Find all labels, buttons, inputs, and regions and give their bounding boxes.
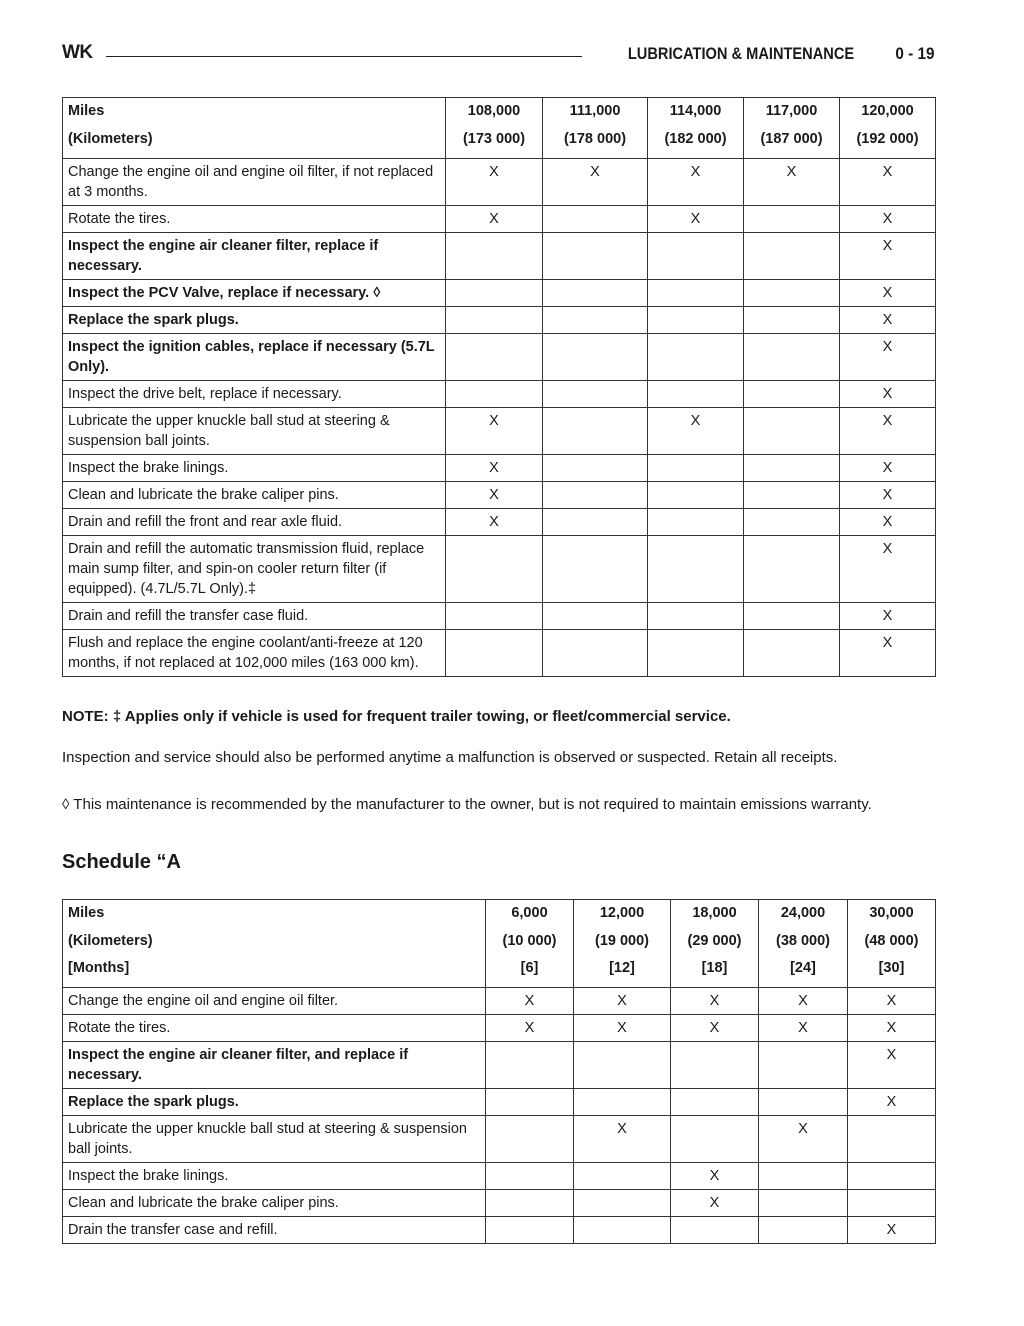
interval-mark-cell: X — [486, 1015, 574, 1042]
task-cell: Inspect the engine air cleaner filter, replace if necessary. — [63, 233, 446, 280]
interval-mark-cell: X — [574, 1116, 671, 1163]
miles-value: 24,000 — [780, 905, 826, 921]
table-row — [63, 381, 936, 408]
interval-mark-cell — [744, 536, 840, 603]
interval-mark-cell: X — [446, 408, 543, 455]
interval-mark-cell: X — [446, 455, 543, 482]
interval-mark-cell — [574, 1163, 671, 1190]
interval-header — [848, 900, 936, 988]
km-value: (182 000) — [664, 131, 727, 147]
miles-value: 114,000 — [669, 103, 722, 119]
interval-mark-cell: X — [840, 307, 936, 334]
interval-mark-cell — [671, 1217, 759, 1244]
interval-mark-cell — [648, 280, 744, 307]
interval-mark-cell — [543, 280, 648, 307]
interval-mark-cell: X — [671, 1190, 759, 1217]
miles-value: 111,000 — [569, 103, 621, 119]
table-row — [63, 206, 936, 233]
months-value: [18] — [701, 960, 728, 976]
header-page-number: 0 - 19 — [894, 44, 934, 63]
table-header-row — [63, 98, 936, 159]
interval-mark-cell — [446, 233, 543, 280]
miles-value: 108,000 — [467, 103, 521, 119]
interval-mark-cell: X — [840, 408, 936, 455]
interval-mark-cell: X — [840, 280, 936, 307]
interval-mark-cell — [671, 1042, 759, 1089]
interval-mark-cell: X — [840, 334, 936, 381]
interval-mark-cell: X — [486, 988, 574, 1015]
interval-mark-cell — [759, 1217, 848, 1244]
interval-mark-cell: X — [840, 509, 936, 536]
interval-mark-cell: X — [840, 630, 936, 677]
interval-mark-cell: X — [848, 988, 936, 1015]
table-row — [63, 455, 936, 482]
interval-mark-cell — [744, 482, 840, 509]
task-cell: Rotate the tires. — [63, 1015, 486, 1042]
km-value: (187 000) — [760, 131, 823, 147]
interval-mark-cell: X — [648, 206, 744, 233]
interval-mark-cell: X — [848, 1217, 936, 1244]
task-cell: Lubricate the upper knuckle ball stud at steering & suspension ball joints. — [63, 408, 446, 455]
interval-mark-cell — [848, 1116, 936, 1163]
interval-mark-cell — [543, 307, 648, 334]
interval-mark-cell — [543, 206, 648, 233]
interval-mark-cell: X — [543, 159, 648, 206]
interval-mark-cell — [574, 1089, 671, 1116]
task-cell: Clean and lubricate the brake caliper pins. — [63, 482, 446, 509]
interval-mark-cell — [648, 603, 744, 630]
interval-mark-cell: X — [840, 455, 936, 482]
interval-mark-cell: X — [574, 988, 671, 1015]
maintenance-table-schedule-a — [62, 899, 936, 1244]
interval-mark-cell: X — [759, 988, 848, 1015]
interval-mark-cell: X — [840, 482, 936, 509]
interval-mark-cell: X — [840, 159, 936, 206]
task-cell: Change the engine oil and engine oil filter, if not replaced at 3 months. — [63, 159, 446, 206]
interval-mark-cell — [486, 1190, 574, 1217]
task-cell: Clean and lubricate the brake caliper pins. — [63, 1190, 486, 1217]
interval-mark-cell — [671, 1089, 759, 1116]
km-value: (29 000) — [687, 933, 742, 949]
interval-mark-cell — [543, 233, 648, 280]
interval-mark-cell — [744, 307, 840, 334]
miles-label: Miles — [68, 905, 105, 921]
miles-value: 12,000 — [599, 905, 645, 921]
interval-mark-cell: X — [671, 988, 759, 1015]
interval-mark-cell — [759, 1163, 848, 1190]
table-row — [63, 1217, 936, 1244]
header-section-title: LUBRICATION & MAINTENANCE — [627, 44, 854, 63]
schedule-a-heading: Schedule “A — [62, 851, 181, 873]
task-cell: Inspect the PCV Valve, replace if necessary. ◊ — [63, 280, 446, 307]
interval-mark-cell — [744, 381, 840, 408]
miles-label: Miles — [68, 103, 105, 119]
table-row — [63, 1015, 936, 1042]
interval-mark-cell — [759, 1042, 848, 1089]
task-cell: Inspect the drive belt, replace if necessary. — [63, 381, 446, 408]
interval-mark-cell — [648, 630, 744, 677]
table-row — [63, 1089, 936, 1116]
km-value: (38 000) — [775, 933, 830, 949]
header-model-code: WK — [62, 42, 93, 63]
task-cell: Change the engine oil and engine oil filter. — [63, 988, 486, 1015]
table-row — [63, 159, 936, 206]
km-value: (19 000) — [594, 933, 649, 949]
interval-mark-cell: X — [848, 1089, 936, 1116]
km-value: (173 000) — [462, 131, 526, 147]
interval-header — [446, 98, 543, 159]
interval-mark-cell — [744, 455, 840, 482]
interval-mark-cell — [574, 1042, 671, 1089]
interval-mark-cell — [648, 455, 744, 482]
interval-mark-cell — [744, 334, 840, 381]
task-cell: Inspect the ignition cables, replace if necessary (5.7L Only). — [63, 334, 446, 381]
months-value: [24] — [790, 960, 816, 976]
interval-header — [486, 900, 574, 988]
interval-mark-cell — [446, 280, 543, 307]
interval-mark-cell: X — [759, 1015, 848, 1042]
interval-mark-cell — [543, 455, 648, 482]
interval-mark-cell: X — [574, 1015, 671, 1042]
interval-mark-cell — [543, 482, 648, 509]
header-rule — [106, 56, 582, 57]
km-value: (178 000) — [563, 131, 627, 147]
header-label-cell — [63, 98, 446, 159]
km-value: (10 000) — [502, 933, 557, 949]
interval-header — [648, 98, 744, 159]
interval-mark-cell: X — [446, 206, 543, 233]
interval-mark-cell — [648, 334, 744, 381]
table-row — [63, 280, 936, 307]
interval-header — [671, 900, 759, 988]
interval-mark-cell — [648, 482, 744, 509]
interval-mark-cell: X — [759, 1116, 848, 1163]
interval-mark-cell — [671, 1116, 759, 1163]
interval-mark-cell — [848, 1163, 936, 1190]
interval-mark-cell: X — [446, 509, 543, 536]
interval-mark-cell — [446, 307, 543, 334]
interval-mark-cell: X — [840, 536, 936, 603]
table-row — [63, 482, 936, 509]
interval-mark-cell — [446, 536, 543, 603]
interval-mark-cell — [759, 1089, 848, 1116]
table-row — [63, 233, 936, 280]
interval-mark-cell — [486, 1042, 574, 1089]
table-row — [63, 509, 936, 536]
task-cell: Flush and replace the engine coolant/anti-freeze at 120 months, if not replaced at 102,000 miles (163 000 km). — [63, 630, 446, 677]
interval-mark-cell — [744, 206, 840, 233]
interval-mark-cell — [744, 280, 840, 307]
months-value: [6] — [520, 960, 539, 976]
interval-header — [759, 900, 848, 988]
table-row — [63, 988, 936, 1015]
interval-mark-cell: X — [840, 206, 936, 233]
task-cell: Drain and refill the automatic transmission fluid, replace main sump filter, and spin-on cooler return filter (if equipped). (4.7L/5.7L Only).‡ — [63, 536, 446, 603]
interval-mark-cell — [848, 1190, 936, 1217]
interval-mark-cell — [543, 334, 648, 381]
interval-mark-cell: X — [744, 159, 840, 206]
emissions-footnote: ◊ This maintenance is recommended by the manufacturer to the owner, but is not required to maintain emissions warranty. — [62, 796, 872, 813]
interval-mark-cell — [486, 1116, 574, 1163]
task-cell: Inspect the engine air cleaner filter, and replace if necessary. — [63, 1042, 486, 1089]
miles-value: 30,000 — [869, 905, 914, 921]
interval-mark-cell — [744, 233, 840, 280]
interval-mark-cell: X — [840, 233, 936, 280]
interval-mark-cell — [543, 536, 648, 603]
table-row — [63, 1042, 936, 1089]
interval-mark-cell — [648, 381, 744, 408]
interval-mark-cell — [543, 630, 648, 677]
task-cell: Rotate the tires. — [63, 206, 446, 233]
interval-header — [543, 98, 648, 159]
task-cell: Drain and refill the front and rear axle fluid. — [63, 509, 446, 536]
inspection-paragraph: Inspection and service should also be performed anytime a malfunction is observed or suspected. Retain all receipts. — [62, 749, 838, 766]
table-row — [63, 307, 936, 334]
interval-mark-cell — [744, 408, 840, 455]
interval-mark-cell: X — [446, 159, 543, 206]
interval-mark-cell — [574, 1217, 671, 1244]
interval-mark-cell — [486, 1217, 574, 1244]
table-row — [63, 408, 936, 455]
interval-mark-cell: X — [671, 1015, 759, 1042]
months-value: [30] — [878, 960, 905, 976]
maintenance-table-high-mileage — [62, 97, 936, 677]
table-row — [63, 536, 936, 603]
miles-value: 6,000 — [511, 905, 548, 921]
interval-mark-cell — [648, 233, 744, 280]
task-cell: Inspect the brake linings. — [63, 1163, 486, 1190]
table-row — [63, 1190, 936, 1217]
interval-mark-cell — [543, 509, 648, 536]
interval-header — [744, 98, 840, 159]
task-cell: Drain the transfer case and refill. — [63, 1217, 486, 1244]
header-label-cell — [63, 900, 486, 988]
interval-mark-cell — [648, 307, 744, 334]
interval-mark-cell: X — [671, 1163, 759, 1190]
km-value: (192 000) — [856, 131, 919, 147]
interval-header — [840, 98, 936, 159]
interval-mark-cell: X — [446, 482, 543, 509]
miles-value: 18,000 — [692, 905, 737, 921]
table-row — [63, 630, 936, 677]
interval-mark-cell — [446, 381, 543, 408]
interval-mark-cell — [744, 509, 840, 536]
table-row — [63, 603, 936, 630]
table-row — [63, 334, 936, 381]
task-cell: Replace the spark plugs. — [63, 307, 446, 334]
km-value: (48 000) — [864, 933, 919, 949]
miles-value: 117,000 — [765, 103, 818, 119]
interval-mark-cell: X — [840, 603, 936, 630]
interval-mark-cell — [759, 1190, 848, 1217]
interval-mark-cell — [543, 603, 648, 630]
interval-mark-cell — [574, 1190, 671, 1217]
trailer-towing-note: NOTE: ‡ Applies only if vehicle is used for frequent trailer towing, or fleet/commercial service. — [62, 708, 731, 725]
interval-mark-cell: X — [648, 408, 744, 455]
interval-mark-cell — [486, 1163, 574, 1190]
page-header — [62, 42, 934, 68]
table-row — [63, 1163, 936, 1190]
task-cell: Drain and refill the transfer case fluid. — [63, 603, 446, 630]
interval-mark-cell — [744, 603, 840, 630]
miles-value: 120,000 — [861, 103, 914, 119]
kilometers-label: (Kilometers) — [68, 131, 153, 147]
interval-header — [574, 900, 671, 988]
interval-mark-cell — [543, 408, 648, 455]
interval-mark-cell — [446, 630, 543, 677]
interval-mark-cell: X — [848, 1042, 936, 1089]
interval-mark-cell — [486, 1089, 574, 1116]
months-label: [Months] — [68, 960, 130, 976]
task-cell: Lubricate the upper knuckle ball stud at steering & suspension ball joints. — [63, 1116, 486, 1163]
months-value: [12] — [609, 960, 635, 976]
kilometers-label: (Kilometers) — [68, 933, 153, 949]
interval-mark-cell — [744, 630, 840, 677]
table-row — [63, 1116, 936, 1163]
interval-mark-cell — [543, 381, 648, 408]
table-header-row — [63, 900, 936, 988]
interval-mark-cell: X — [648, 159, 744, 206]
task-cell: Inspect the brake linings. — [63, 455, 446, 482]
task-cell: Replace the spark plugs. — [63, 1089, 486, 1116]
interval-mark-cell — [446, 334, 543, 381]
interval-mark-cell: X — [848, 1015, 936, 1042]
interval-mark-cell: X — [840, 381, 936, 408]
interval-mark-cell — [648, 536, 744, 603]
interval-mark-cell — [446, 603, 543, 630]
interval-mark-cell — [648, 509, 744, 536]
